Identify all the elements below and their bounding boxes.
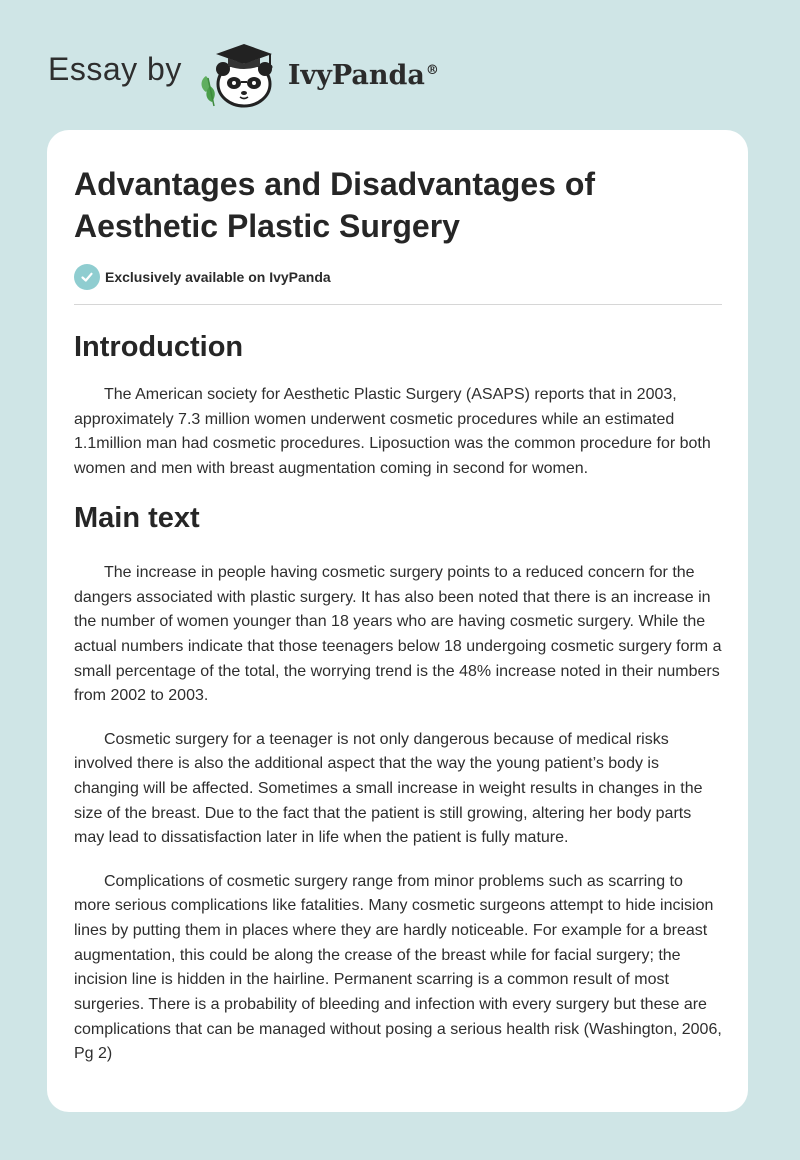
exclusive-badge-label: Exclusively available on IvyPanda bbox=[105, 269, 331, 285]
registered-mark: ® bbox=[425, 62, 439, 78]
paragraph: Complications of cosmetic surgery range from minor problems such as scarring to more serious complications like fatalities. Many cosmetic surgeons attempt to hide incision lines by putting them in places where they are hardly noticeable. For example for a breast augmentation, this could be along the crease of the breast while for facial surgery; the incision line is hidden in the hairline. Permanent scarring is a common result of most surgeries. There is a probability of bleeding and infection with every surgery but these are complications that can be managed without posing a serious health risk (Washington, 2006, Pg 2) bbox=[74, 872, 722, 1063]
divider bbox=[74, 304, 722, 305]
section-heading: Introduction bbox=[74, 331, 244, 363]
article-title-line2: Aesthetic Plastic Surgery bbox=[74, 208, 460, 244]
paragraph: Cosmetic surgery for a teenager is not only dangerous because of medical risks involved there is also the additional aspect that the way the young patient’s body is changing will be affected. Sometimes a small increase in weight results in changes in the size of the breast. Due to the fact that the patient is still growing, altering her body parts may lead to dissatisfaction later in life when the patient is fully mature. bbox=[74, 730, 703, 847]
brand-name[interactable] bbox=[288, 60, 439, 91]
panda-graduate-logo-icon[interactable] bbox=[196, 36, 284, 110]
article-title bbox=[74, 163, 722, 247]
article-title-line1: Advantages and Disadvantages of bbox=[74, 166, 596, 202]
section-introduction bbox=[74, 329, 722, 482]
site-header bbox=[48, 36, 439, 110]
essay-by-label: Essay by bbox=[48, 50, 182, 87]
article-card bbox=[47, 130, 748, 1112]
paragraph: The American society for Aesthetic Plastic Surgery (ASAPS) reports that in 2003, approximately 7.3 million women underwent cosmetic procedures while an estimated 1.1million man had cosmetic procedures. Liposuction was the common procedure for both women and men with breast augmentation coming in second for women. bbox=[74, 386, 711, 478]
brand-name-text: IvyPanda bbox=[287, 59, 425, 91]
section-main-text bbox=[74, 500, 722, 1067]
paragraph: The increase in people having cosmetic surgery points to a reduced concern for the dangers associated with plastic surgery. It has also been noted that there is an increase in the number of women younger than 18 years who are having cosmetic surgery. While the actual numbers indicate that those teenagers below 18 undergoing cosmetic surgery form a small percentage of the total, the worrying trend is the 48% increase noted in their numbers from 2002 to 2003. bbox=[74, 563, 722, 705]
exclusive-badge bbox=[74, 264, 722, 290]
checkmark-icon bbox=[74, 264, 100, 290]
section-heading: Main text bbox=[74, 501, 200, 534]
